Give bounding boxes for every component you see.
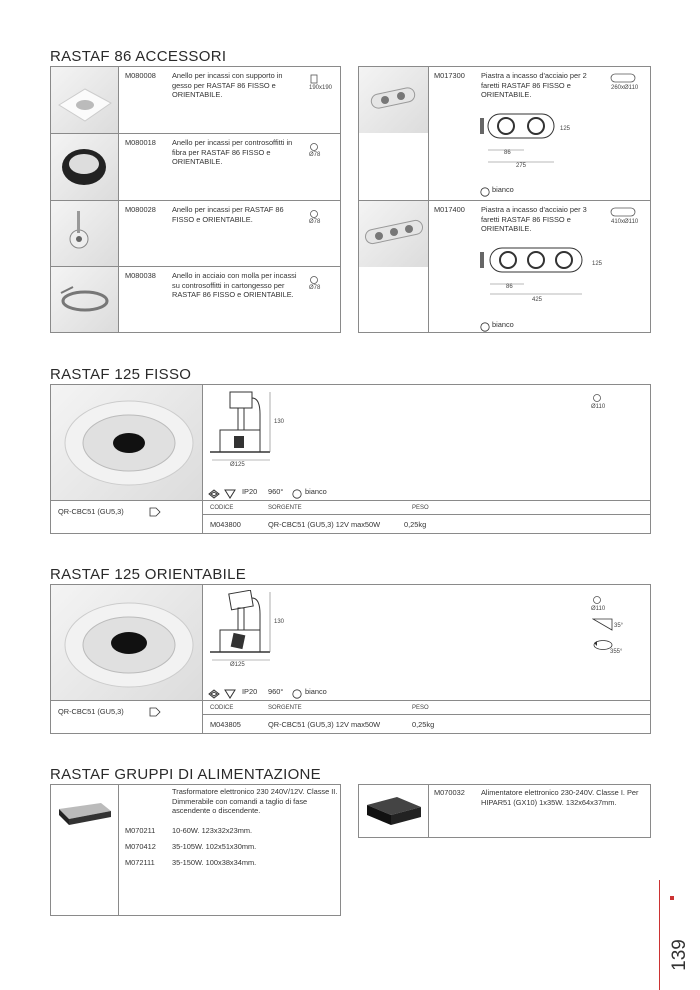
desc-m070032: Alimentatore elettronico 230-240V. Classe I. Per HIPAR51 (GX10) 1x35W. 132x64x37mm. xyxy=(481,788,639,807)
tilt-icon xyxy=(592,618,614,637)
fisso-header-weight: PESO xyxy=(412,505,429,511)
desc-m080038: Anello in acciaio con molla per incassi su controsoffitti in cartongesso per RASTAF 86 FISSO e ORIENTABILE. xyxy=(172,271,297,300)
dim-m017400: 410xØ110 xyxy=(611,219,639,225)
orientabile-header-src: SORGENTE xyxy=(268,705,302,711)
dim-w1-m017400: 86 xyxy=(506,284,513,290)
transformer-desc: Trasformatore elettronico 230 240V/12V. Classe II. Dimmerabile con comandi a taglio di fase ascendente o discendente. xyxy=(172,787,338,816)
class-ii-icon xyxy=(208,686,220,704)
fisso-cutout: Ø110 xyxy=(591,404,606,410)
dim-m080038: Ø78 xyxy=(309,285,321,291)
product-image-transformer xyxy=(51,785,118,845)
code-m017400: M017400 xyxy=(434,205,465,214)
product-image-m017300 xyxy=(359,67,428,133)
color-swatch-white xyxy=(480,184,490,202)
desc-m072111: 35-150W. 100x38x34mm. xyxy=(172,858,257,867)
dim-m017300: 260xØ110 xyxy=(611,85,639,91)
orientabile-technical-drawing xyxy=(208,590,278,673)
product-image-125-orientabile xyxy=(51,585,202,700)
color-m017400: bianco xyxy=(492,320,514,329)
dim-h-m017400: 125 xyxy=(592,261,603,267)
product-image-power-supply xyxy=(359,785,428,837)
fisso-header-src: SORGENTE xyxy=(268,505,302,511)
section-title-alimentazione: RASTAF GRUPPI DI ALIMENTAZIONE xyxy=(50,766,321,783)
desc-m080008: Anello per incassi con supporto in gesso per RASTAF 86 FISSO e ORIENTABILE. xyxy=(172,71,283,100)
code-m080008: M080008 xyxy=(125,71,156,80)
fisso-row-weight: 0,25kg xyxy=(404,520,427,529)
color-m017300: bianco xyxy=(492,185,514,194)
code-m080028: M080028 xyxy=(125,205,156,214)
orientabile-cutout: Ø110 xyxy=(591,606,606,612)
lamp-icon xyxy=(148,505,162,523)
fisso-technical-drawing xyxy=(208,390,278,473)
code-m080018: M080018 xyxy=(125,138,156,147)
color-swatch-white xyxy=(292,686,302,704)
dim-w2-m017400: 425 xyxy=(532,297,543,303)
fisso-temp: 960° xyxy=(268,487,284,496)
product-image-m080018 xyxy=(51,134,118,200)
dim-m080008: 190x190 xyxy=(309,85,333,91)
fisso-header-code: CODICE xyxy=(210,505,234,511)
f-mark-icon xyxy=(224,486,236,504)
section-title-accessori: RASTAF 86 ACCESSORI xyxy=(50,48,227,65)
color-swatch-white xyxy=(292,486,302,504)
product-image-m080008 xyxy=(51,67,118,133)
orientabile-row-weight: 0,25kg xyxy=(412,720,435,729)
product-image-m017400 xyxy=(359,201,428,267)
dim-m080018: Ø78 xyxy=(309,152,321,158)
fisso-row-src: QR-CBC51 (GU5,3) 12V max50W xyxy=(268,520,381,529)
page-number-rule xyxy=(659,880,660,990)
code-m070211: M070211 xyxy=(125,826,156,835)
page-number: 139 xyxy=(669,939,690,971)
orientabile-height: 130 xyxy=(274,619,285,625)
orientabile-header-code: CODICE xyxy=(210,705,234,711)
orientabile-tilt: 35° xyxy=(614,623,624,629)
dim-w1-m017300: 86 xyxy=(504,150,511,156)
desc-m070211: 10-60W. 123x32x23mm. xyxy=(172,826,253,835)
desc-m017400: Piastra a incasso d'acciaio per 3 faretti RASTAF 86 FISSO e ORIENTABILE. xyxy=(481,205,587,234)
desc-m017300: Piastra a incasso d'acciaio per 2 faretti RASTAF 86 FISSO e ORIENTABILE. xyxy=(481,71,587,100)
orientabile-lamp: QR-CBC51 (GU5,3) xyxy=(58,707,124,716)
fisso-diameter: Ø125 xyxy=(230,462,245,468)
product-image-125-fisso xyxy=(51,385,202,500)
class-ii-icon xyxy=(208,486,220,504)
orientabile-diameter: Ø125 xyxy=(230,662,245,668)
code-m070032: M070032 xyxy=(434,788,465,797)
desc-m080018: Anello per incassi per controsoffitti in fibra per RASTAF 86 FISSO e ORIENTABILE. xyxy=(172,138,293,167)
fisso-color: bianco xyxy=(305,487,327,496)
orientabile-row-code: M043805 xyxy=(210,720,241,729)
page-marker-dot xyxy=(670,896,674,900)
section-title-fisso: RASTAF 125 FISSO xyxy=(50,366,192,383)
desc-m080028: Anello per incassi per RASTAF 86 FISSO e ORIENTABILE. xyxy=(172,205,284,224)
fisso-lamp: QR-CBC51 (GU5,3) xyxy=(58,507,124,516)
lamp-icon xyxy=(148,705,162,723)
code-m072111: M072111 xyxy=(125,858,155,867)
code-m080038: M080038 xyxy=(125,271,156,280)
dim-m080028: Ø78 xyxy=(309,219,321,225)
orientabile-temp: 960° xyxy=(268,687,284,696)
fisso-ip: IP20 xyxy=(242,487,258,496)
orientabile-color: bianco xyxy=(305,687,327,696)
fisso-height: 130 xyxy=(274,419,285,425)
orientabile-header-weight: PESO xyxy=(412,705,429,711)
code-m070412: M070412 xyxy=(125,842,156,851)
orientabile-rotation: 355° xyxy=(610,649,623,655)
code-m017300: M017300 xyxy=(434,71,465,80)
fisso-row-code: M043800 xyxy=(210,520,241,529)
product-image-m080038 xyxy=(51,267,118,332)
section-title-orientabile: RASTAF 125 ORIENTABILE xyxy=(50,566,247,583)
color-swatch-white xyxy=(480,319,490,337)
product-image-m080028 xyxy=(51,201,118,266)
orientabile-ip: IP20 xyxy=(242,687,258,696)
orientabile-row-src: QR-CBC51 (GU5,3) 12V max50W xyxy=(268,720,381,729)
f-mark-icon xyxy=(224,686,236,704)
desc-m070412: 35-105W. 102x51x30mm. xyxy=(172,842,257,851)
dim-w2-m017300: 275 xyxy=(516,163,527,169)
dim-h-m017300: 125 xyxy=(560,126,571,132)
